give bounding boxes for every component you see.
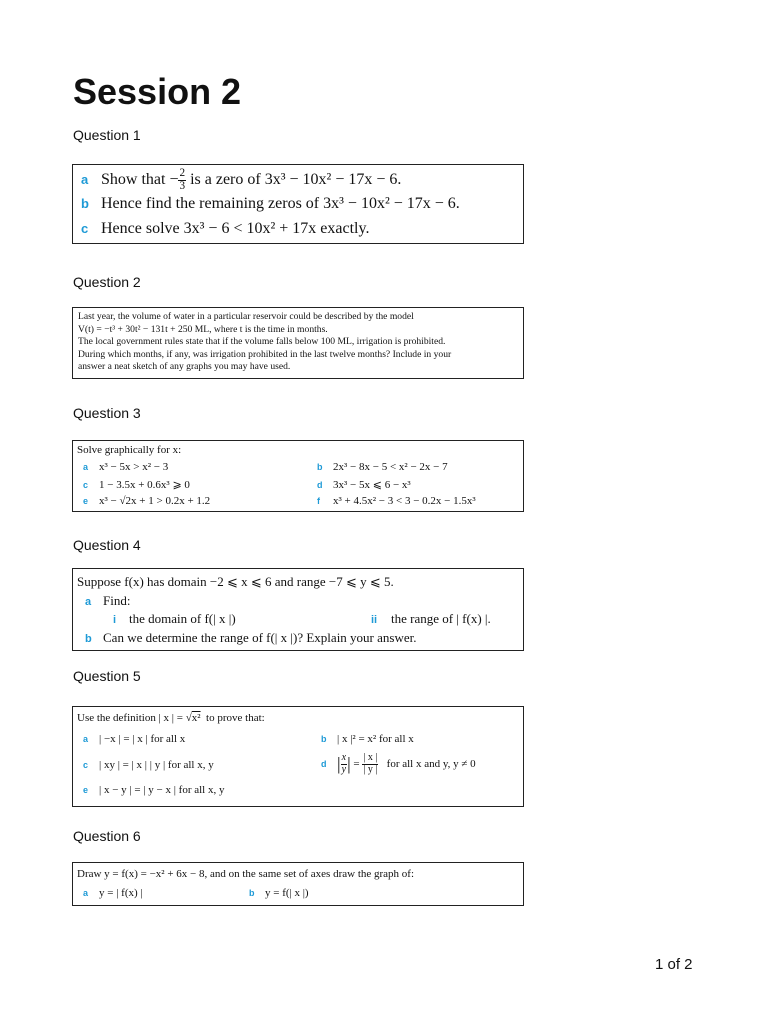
question-2-box bbox=[72, 307, 524, 379]
question-4-sub-ii bbox=[371, 611, 491, 627]
question-6-box bbox=[72, 862, 524, 906]
question-4-intro: Suppose f(x) has domain −2 ⩽ x ⩽ 6 and range −7 ⩽ y ⩽ 5. bbox=[77, 574, 394, 589]
question-6-part-b bbox=[249, 887, 309, 899]
part-letter: d bbox=[317, 480, 323, 490]
sub-letter: i bbox=[113, 614, 117, 626]
question-5-part-b bbox=[321, 733, 414, 745]
question-1-part-b bbox=[81, 195, 460, 213]
question-3-part-a bbox=[83, 461, 168, 473]
question-2-line: Last year, the volume of water in a particular reservoir could be described by the model bbox=[78, 311, 414, 322]
intro-text-rest: to prove that: bbox=[206, 712, 265, 724]
question-2-line: During which months, if any, was irrigation prohibited in the last twelve months? Include in your bbox=[78, 348, 452, 360]
question-5-intro: Use the definition | x | = √x² to prove that: bbox=[77, 712, 265, 724]
part-letter: a bbox=[83, 462, 89, 472]
question-3-label: Question 3 bbox=[73, 405, 141, 421]
question-3-part-d bbox=[317, 478, 411, 491]
part-letter: e bbox=[83, 785, 89, 795]
question-5-label: Question 5 bbox=[73, 668, 141, 684]
question-1-box bbox=[72, 164, 524, 244]
question-4-sub-i bbox=[113, 611, 236, 627]
question-4-box bbox=[72, 568, 524, 651]
sqrt-argument: x² bbox=[191, 712, 201, 724]
intro-text: Use the definition | x | = bbox=[77, 712, 183, 724]
question-3-box bbox=[72, 440, 524, 512]
fraction-absx-over-absy: $\frac{| x |}{| y |}$ bbox=[363, 752, 378, 775]
question-1-part-a: a Show that − $\frac{2}{3}$ is a zero of 3x³ − 10x² − 17x − 6. bbox=[81, 167, 402, 192]
question-4-label: Question 4 bbox=[73, 537, 141, 553]
question-4-part-a bbox=[85, 593, 130, 609]
question-2-label: Question 2 bbox=[73, 274, 141, 290]
sub-text: the range of | f(x) |. bbox=[391, 611, 491, 626]
fraction-two-thirds: $\frac{2}{3}$ bbox=[179, 167, 186, 192]
question-2-line: The local government rules state that if the volume falls below 100 ML, irrigation is prohibited. bbox=[78, 336, 446, 348]
part-text: | xy | = | x | | y | for all x, y bbox=[99, 759, 214, 771]
sub-text: the domain of f(| x |) bbox=[129, 611, 236, 626]
part-text: | x |² = x² for all x bbox=[337, 733, 414, 745]
part-letter: f bbox=[317, 496, 320, 506]
question-6-part-a bbox=[83, 887, 143, 899]
question-6-label: Question 6 bbox=[73, 828, 141, 844]
question-2-line: V(t) = −t³ + 30t² − 131t + 250 ML, where t is the time in months. bbox=[78, 323, 328, 335]
question-6-intro: Draw y = f(x) = −x² + 6x − 8, and on the same set of axes draw the graph of: bbox=[77, 868, 415, 880]
part-text: 2x³ − 8x − 5 < x² − 2x − 7 bbox=[333, 461, 448, 473]
part-text: Hence solve 3x³ − 6 < 10x² + 17x exactly. bbox=[101, 220, 370, 237]
question-2-line: answer a neat sketch of any graphs you may have used. bbox=[78, 361, 291, 373]
question-3-part-c bbox=[83, 478, 190, 491]
part-text: 3x³ − 5x ⩽ 6 − x³ bbox=[333, 479, 411, 491]
part-text: | −x | = | x | for all x bbox=[99, 733, 186, 745]
part-text: x³ − √2x + 1 > 0.2x + 1.2 bbox=[99, 495, 211, 507]
fraction-x-over-y: $\frac{x}{y}$ bbox=[341, 752, 347, 775]
question-5-part-a bbox=[83, 733, 185, 745]
question-5-box bbox=[72, 706, 524, 807]
part-text: | x − y | = | y − x | for all x, y bbox=[99, 784, 225, 796]
question-3-part-f bbox=[317, 495, 476, 507]
part-letter: c bbox=[81, 221, 89, 236]
part-letter: b bbox=[321, 734, 327, 744]
question-3-intro: Solve graphically for x: bbox=[77, 444, 182, 456]
part-letter: b bbox=[81, 196, 89, 211]
question-5-part-c bbox=[83, 759, 214, 771]
question-1-part-c bbox=[81, 220, 369, 238]
part-letter: c bbox=[83, 760, 89, 770]
part-text: Hence find the remaining zeros of 3x³ − 10x² − 17x − 6. bbox=[101, 195, 460, 212]
sub-letter: ii bbox=[371, 614, 378, 626]
question-3-part-e bbox=[83, 495, 210, 507]
part-text: Show that bbox=[101, 170, 166, 188]
part-text: 1 − 3.5x + 0.6x³ ⩾ 0 bbox=[99, 479, 190, 491]
part-letter: b bbox=[249, 888, 255, 898]
part-letter: a bbox=[81, 171, 89, 187]
part-letter: e bbox=[83, 496, 89, 506]
question-1-label: Question 1 bbox=[73, 127, 141, 143]
part-text: for all x and y, y ≠ 0 bbox=[386, 758, 476, 770]
part-text: y = | f(x) | bbox=[99, 887, 143, 899]
part-letter: d bbox=[321, 759, 327, 769]
part-letter: a bbox=[83, 888, 89, 898]
part-text: Find: bbox=[103, 593, 131, 608]
part-letter: a bbox=[85, 596, 92, 608]
part-letter: b bbox=[317, 462, 323, 472]
question-3-part-b bbox=[317, 461, 448, 473]
part-letter: c bbox=[83, 480, 89, 490]
part-letter: a bbox=[83, 734, 89, 744]
question-4-part-b bbox=[85, 630, 416, 646]
part-text: Can we determine the range of f(| x |)? Explain your answer. bbox=[103, 630, 417, 645]
question-2-text bbox=[78, 311, 518, 374]
page-number: 1 of 2 bbox=[655, 956, 693, 973]
part-text: y = f(| x |) bbox=[265, 887, 309, 899]
question-5-part-d: d | $\frac{x}{y}$ | = $\frac{| x |}{| y |}$ for all x and y, y ≠ 0 bbox=[321, 752, 476, 775]
question-5-part-e bbox=[83, 784, 225, 796]
part-text: x³ − 5x > x² − 3 bbox=[99, 461, 169, 473]
page-title: Session 2 bbox=[73, 71, 242, 112]
part-text: x³ + 4.5x² − 3 < 3 − 0.2x − 1.5x³ bbox=[333, 495, 476, 507]
part-text-rest: is a zero of 3x³ − 10x² − 17x − 6. bbox=[190, 170, 402, 188]
part-letter: b bbox=[85, 633, 92, 645]
